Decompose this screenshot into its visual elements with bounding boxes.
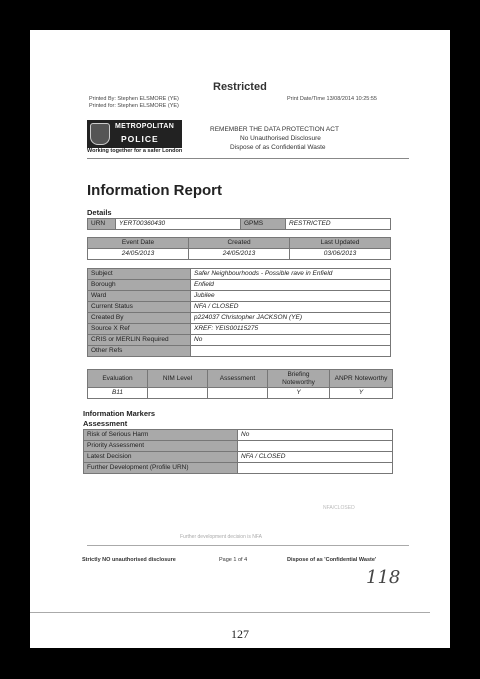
bottom-divider bbox=[30, 612, 430, 613]
table-row bbox=[84, 441, 393, 452]
details-heading: Details bbox=[87, 208, 112, 217]
table-row bbox=[84, 430, 393, 441]
field-label: Borough bbox=[88, 280, 191, 291]
evaluation-header: Evaluation bbox=[88, 370, 148, 388]
faint-text-2: Further development decision is NFA bbox=[180, 534, 262, 540]
handwritten-number: 118 bbox=[366, 567, 401, 588]
event-date-header: Event Date bbox=[88, 238, 189, 249]
footer-disclosure: Strictly NO unauthorised disclosure bbox=[82, 557, 176, 563]
logo-line-1: METROPOLITAN bbox=[115, 123, 175, 130]
field-label: Source X Ref bbox=[88, 324, 191, 335]
urn-table bbox=[87, 218, 391, 230]
logo-tagline: Working together for a safer London bbox=[87, 148, 183, 154]
marker-label: Latest Decision bbox=[84, 452, 238, 463]
marker-value: No bbox=[238, 430, 393, 441]
table-row bbox=[88, 269, 391, 280]
table-row bbox=[88, 280, 391, 291]
page-title: Information Report bbox=[87, 182, 222, 199]
created-value: 24/05/2013 bbox=[189, 249, 290, 260]
event-date-value: 24/05/2013 bbox=[88, 249, 189, 260]
marker-label: Further Development (Profile URN) bbox=[84, 463, 238, 474]
gpms-label: GPMS bbox=[241, 219, 286, 230]
field-value: Jubilee bbox=[191, 291, 391, 302]
report-fields-table bbox=[87, 268, 391, 357]
nim-level-value bbox=[148, 388, 208, 399]
assessment-value bbox=[208, 388, 268, 399]
nim-level-header: NIM Level bbox=[148, 370, 208, 388]
crest-icon bbox=[90, 123, 110, 145]
field-value bbox=[191, 346, 391, 357]
field-value: XREF: YEIS00115275 bbox=[191, 324, 391, 335]
logo-line-2: POLICE bbox=[121, 134, 159, 144]
last-updated-value: 03/06/2013 bbox=[290, 249, 391, 260]
page-number: 127 bbox=[231, 627, 249, 641]
faint-text-1: NFA/CLOSED bbox=[323, 505, 355, 511]
notice-line-1: REMEMBER THE DATA PROTECTION ACT bbox=[210, 126, 339, 133]
assessment-header: Assessment bbox=[208, 370, 268, 388]
marker-value: NFA / CLOSED bbox=[238, 452, 393, 463]
table-row bbox=[88, 335, 391, 346]
document-page bbox=[30, 30, 450, 648]
marker-value bbox=[238, 463, 393, 474]
field-label: Current Status bbox=[88, 302, 191, 313]
briefing-noteworthy-header: Briefing Noteworthy bbox=[268, 370, 330, 388]
table-row bbox=[88, 302, 391, 313]
notice-line-2: No Unauthorised Disclosure bbox=[240, 135, 321, 142]
gpms-value: RESTRICTED bbox=[286, 219, 391, 230]
table-row bbox=[88, 324, 391, 335]
anpr-noteworthy-header: ANPR Noteworthy bbox=[330, 370, 393, 388]
print-datetime: Print Date/Time 13/08/2014 10:25:55 bbox=[287, 96, 377, 102]
field-label: Created By bbox=[88, 313, 191, 324]
marker-value bbox=[238, 441, 393, 452]
footer-page-count: Page 1 of 4 bbox=[219, 557, 248, 563]
table-row bbox=[88, 346, 391, 357]
created-header: Created bbox=[189, 238, 290, 249]
notice-line-3: Dispose of as Confidential Waste bbox=[230, 144, 326, 151]
field-value: p224037 Christopher JACKSON (YE) bbox=[191, 313, 391, 324]
footer-dispose: Dispose of as 'Confidential Waste' bbox=[287, 557, 377, 563]
urn-value: YERT00360430 bbox=[116, 219, 241, 230]
table-row bbox=[88, 291, 391, 302]
table-row bbox=[84, 452, 393, 463]
field-value: No bbox=[191, 335, 391, 346]
table-row bbox=[88, 313, 391, 324]
marker-label: Risk of Serious Harm bbox=[84, 430, 238, 441]
assessment-heading: Assessment bbox=[83, 419, 128, 428]
marker-label: Priority Assessment bbox=[84, 441, 238, 452]
field-value: NFA / CLOSED bbox=[191, 302, 391, 313]
urn-label: URN bbox=[88, 219, 116, 230]
evaluation-value: B11 bbox=[88, 388, 148, 399]
field-label: Other Refs bbox=[88, 346, 191, 357]
field-value: Safer Neighbourhoods - Possible rave in Enfield bbox=[191, 269, 391, 280]
assessment-table bbox=[83, 429, 393, 474]
anpr-noteworthy-value: Y bbox=[330, 388, 393, 399]
field-value: Enfield bbox=[191, 280, 391, 291]
footer-divider bbox=[87, 545, 409, 546]
information-markers-heading: Information Markers bbox=[83, 409, 156, 418]
classification-heading: Restricted bbox=[213, 81, 267, 93]
header-divider bbox=[87, 158, 409, 159]
briefing-noteworthy-value: Y bbox=[268, 388, 330, 399]
dates-table bbox=[87, 237, 391, 260]
printed-for: Printed for: Stephen ELSMORE (YE) bbox=[89, 103, 179, 109]
field-label: CRIS or MERLIN Required bbox=[88, 335, 191, 346]
evaluation-table bbox=[87, 369, 393, 399]
last-updated-header: Last Updated bbox=[290, 238, 391, 249]
table-row bbox=[84, 463, 393, 474]
field-label: Subject bbox=[88, 269, 191, 280]
printed-by: Printed By: Stephen ELSMORE (YE) bbox=[89, 96, 179, 102]
field-label: Ward bbox=[88, 291, 191, 302]
